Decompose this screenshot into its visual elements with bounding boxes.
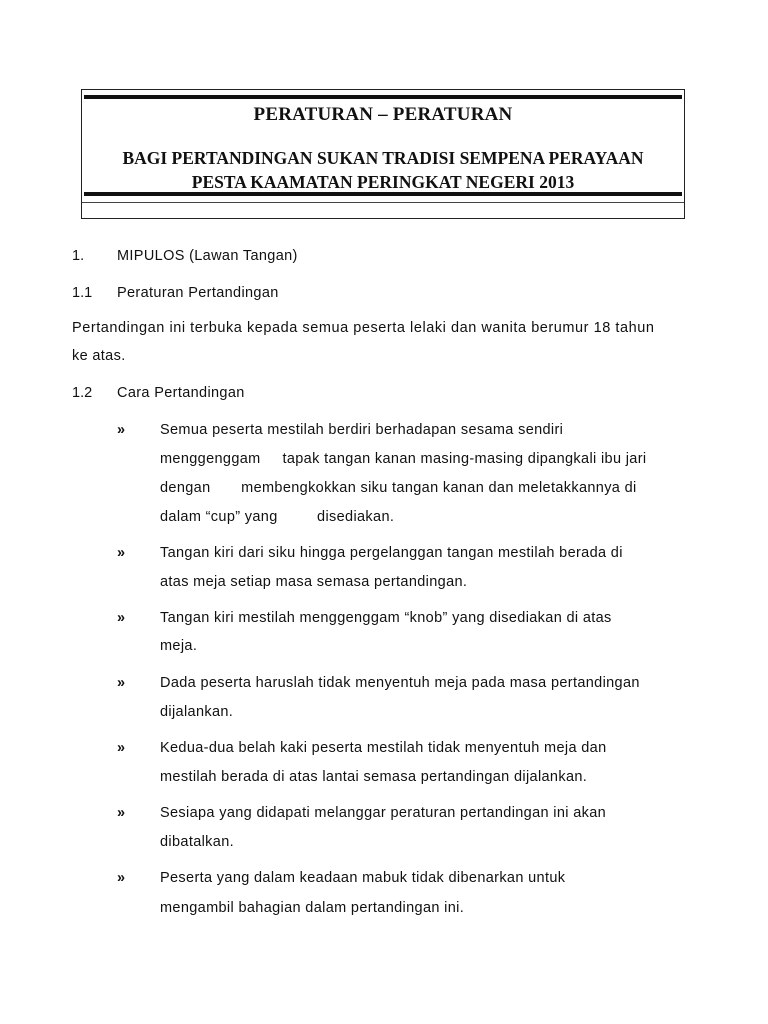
bullet-7-line-1: Peserta yang dalam keadaan mabuk tidak dibenarkan untuk [160, 870, 566, 886]
bullet-marker: » [117, 675, 126, 691]
document-subtitle [82, 146, 684, 194]
bullet-7-line-2: mengambil bahagian dalam pertandingan ini. [160, 900, 465, 916]
section-1-2-heading: Cara Pertandingan [117, 385, 245, 401]
bullet-marker: » [117, 545, 126, 561]
bullet-1-line-2: menggenggam tapak tangan kanan masing-masing dipangkali ibu jari [160, 451, 647, 467]
bullet-1-line-1: Semua peserta mestilah berdiri berhadapan sesama sendiri [160, 422, 564, 438]
bullet-1-line-4: dalam “cup” yang disediakan. [160, 509, 395, 525]
bullet-2-line-1: Tangan kiri dari siku hingga pergelanggan tangan mestilah berada di [160, 545, 623, 561]
bullet-marker: » [117, 422, 126, 438]
bullet-4-line-1: Dada peserta haruslah tidak menyentuh meja pada masa pertandingan [160, 675, 640, 691]
bullet-2-line-2: atas meja setiap masa semasa pertandingan. [160, 574, 468, 590]
subtitle-line-1: BAGI PERTANDINGAN SUKAN TRADISI SEMPENA PERAYAAN [122, 148, 644, 168]
bullet-6-line-1: Sesiapa yang didapati melanggar peraturan pertandingan ini akan [160, 805, 607, 821]
section-1-2-number: 1.2 [72, 385, 93, 401]
bullet-5-line-2: mestilah berada di atas lantai semasa pertandingan dijalankan. [160, 769, 588, 785]
title-box [81, 89, 685, 219]
bullet-marker: » [117, 805, 126, 821]
document-title: PERATURAN – PERATURAN [253, 104, 513, 125]
bullet-marker: » [117, 740, 126, 756]
title-rule-thin [82, 202, 684, 203]
title-rule-bottom [84, 192, 682, 196]
section-1-1-paragraph-line-2: ke atas. [72, 348, 126, 364]
bullet-3-line-1: Tangan kiri mestilah menggenggam “knob” yang disediakan di atas [160, 610, 612, 626]
bullet-marker: » [117, 870, 126, 886]
section-1-1-heading: Peraturan Pertandingan [117, 285, 279, 301]
bullet-4-line-2: dijalankan. [160, 704, 234, 720]
bullet-marker: » [117, 610, 126, 626]
title-rule-top [84, 95, 682, 99]
section-1-1-number: 1.1 [72, 285, 93, 301]
bullet-5-line-1: Kedua-dua belah kaki peserta mestilah tidak menyentuh meja dan [160, 740, 607, 756]
bullet-1-line-3: dengan membengkokkan siku tangan kanan dan meletakkannya di [160, 480, 637, 496]
bullet-6-line-2: dibatalkan. [160, 834, 234, 850]
section-1-1-paragraph-line-1: Pertandingan ini terbuka kepada semua peserta lelaki dan wanita berumur 18 tahun [72, 320, 655, 336]
subtitle-line-2: PESTA KAAMATAN PERINGKAT NEGERI 2013 [191, 172, 575, 192]
section-1-number: 1. [72, 248, 85, 264]
section-1-heading: MIPULOS (Lawan Tangan) [117, 248, 298, 264]
bullet-3-line-2: meja. [160, 638, 198, 654]
